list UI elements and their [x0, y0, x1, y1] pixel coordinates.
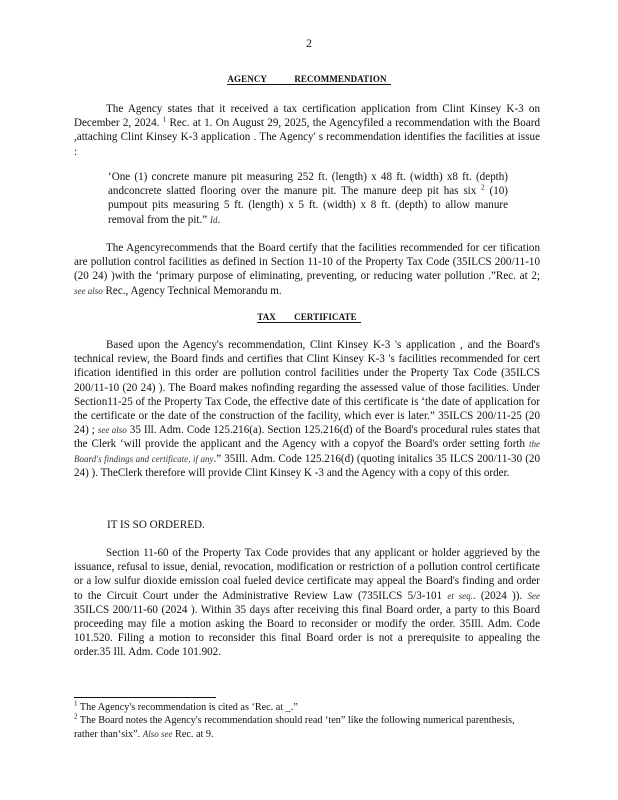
- footnote-1: [74, 699, 540, 715]
- page-number: 2: [306, 36, 312, 50]
- italic-quotation: the Board's findings and certificate, if any: [74, 439, 540, 464]
- quote-text: ‘One (1) concrete manure pit measuring 252 ft. (length) x 48 ft. (width) x8 ft. (depth) andconcrete slatted flooring over the manure pit. The manure deep pit has six: [108, 171, 508, 198]
- et-seq-signal: et seq.: [447, 590, 473, 601]
- footnote-mark: 1: [74, 699, 78, 708]
- paragraph-text: Section 11-60 of the Property Tax Code provides that any applicant or holder aggrieved by the issuance, refusal to issue, denial, revocation, modification or restriction of a pollution control certificate or a low sulfur dioxide emission coal fueled device certificate may appeal the Board's finding and order to the Circuit Court under the Administrative Review Law (735ILCS 5/3-101: [74, 547, 540, 602]
- see-also-signal: see also: [74, 285, 103, 296]
- paragraph-text: 35ILCS 200/11-60 (2024 ). Within 35 days after receiving this final Board order, a party to this Board proceeding may file a motion asking the Board to reconsider or modify the order. 35Ill. Adm. Code 101.520. Filing a motion to reconsider this final Board order is not a prerequisite to appealing the order.35 Ill. Adm. Code 101.902.: [74, 603, 540, 659]
- paragraph-board-findings: [74, 338, 540, 480]
- paragraph-text: Based upon the Agency's recommendation, Clint Kinsey K-3 's application , and the Board's technical review, the Board finds and certifies that Clint Kinsey K-3 's facilities recommended for cert ification identified in this order are pollution control facilities under the Property Tax Code (35ILCS 200/11-10 (20 24) ). The Board makes nofinding regarding the assessed value of those facilities. Under Section11-25 of the Property Tax Code, the effective date of this certificate is ‘the date of application for the certificate or the date of the construction of the facility, which ever is later.” 35ILCS 200/11-25 (20 24) ;: [74, 339, 540, 437]
- paragraph-agency-received: [74, 102, 540, 159]
- so-ordered-line: IT IS SO ORDERED.: [107, 519, 205, 531]
- footnote-2: [74, 712, 540, 741]
- paragraph-text: . (2024 )).: [472, 589, 523, 602]
- quote-text: (10) pumpout pits measuring 5 ft. (length) x 5 ft. (width) x 8 ft. (depth) to allow manure removal from the pit.”: [108, 185, 508, 226]
- also-see-signal: Also see: [142, 728, 173, 739]
- see-also-signal: see also: [97, 425, 127, 436]
- footnote-mark: 2: [74, 712, 78, 721]
- paragraph-text: 35 Ill. Adm. Code 125.216(a). Section 125.216(d) of the Board's procedural rules states that the Clerk ‘will provide the applicant and the Agency with a copyof the Board's order setting forth: [74, 424, 540, 451]
- paragraph-appeal-rights: [74, 546, 540, 660]
- citation-id: Id: [209, 214, 218, 225]
- agency-recommendation-heading: [0, 74, 618, 85]
- paragraph-text: .” 35Ill. Adm. Code 125.216(d) (quoting initalics 35 ILCS 200/11-30 (20 24) ). TheClerk therefore will provide Clint Kinsey K -3 and the Agency with a copy of this order.: [74, 452, 540, 479]
- paragraph-text: The Agencyrecommends that the Board certify that the facilities recommended for cer tification are pollution control facilities as defined in Section 11-10 of the Property Tax Code (35ILCS 200/11-10 (20 24) )with the ‘primary purpose of eliminating, preventing, or reducing water pollution .”Rec. at 2;: [74, 242, 540, 283]
- footnote-ref-1[interactable]: 1: [162, 115, 167, 124]
- facility-description-quote: [108, 170, 508, 227]
- tax-certificate-heading: [0, 312, 618, 323]
- footnote-divider: [74, 697, 216, 698]
- paragraph-text: Rec. at 1. On August 29, 2025, the Agencyfiled a recommendation with the Board ,attaching Clint Kinsey K-3 application . The Agency' s recommendation identifies the facilities at issue :: [74, 117, 541, 158]
- quote-end: .: [217, 213, 221, 226]
- see-signal: See: [527, 590, 540, 601]
- heading-text: AGENCY RECOMMENDATION: [227, 74, 390, 85]
- paragraph-agency-recommends: [74, 241, 540, 298]
- footnote-text: The Board notes the Agency's recommendation should read ‘ten” like the following numerical parenthesis, rather than‘six”.: [74, 715, 515, 740]
- footnote-text: The Agency's recommendation is cited as ‘Rec. at _.”: [79, 702, 298, 713]
- paragraph-text: Rec., Agency Technical Memorandu m.: [105, 284, 282, 297]
- footnote-text: Rec. at 9.: [175, 728, 214, 740]
- footnote-ref-2[interactable]: 2: [481, 183, 485, 192]
- paragraph-text: The Agency states that it received a tax certification application from Clint Kinsey K-3 on December 2, 2024.: [74, 103, 540, 130]
- heading-text: TAX CERTIFICATE: [257, 312, 360, 323]
